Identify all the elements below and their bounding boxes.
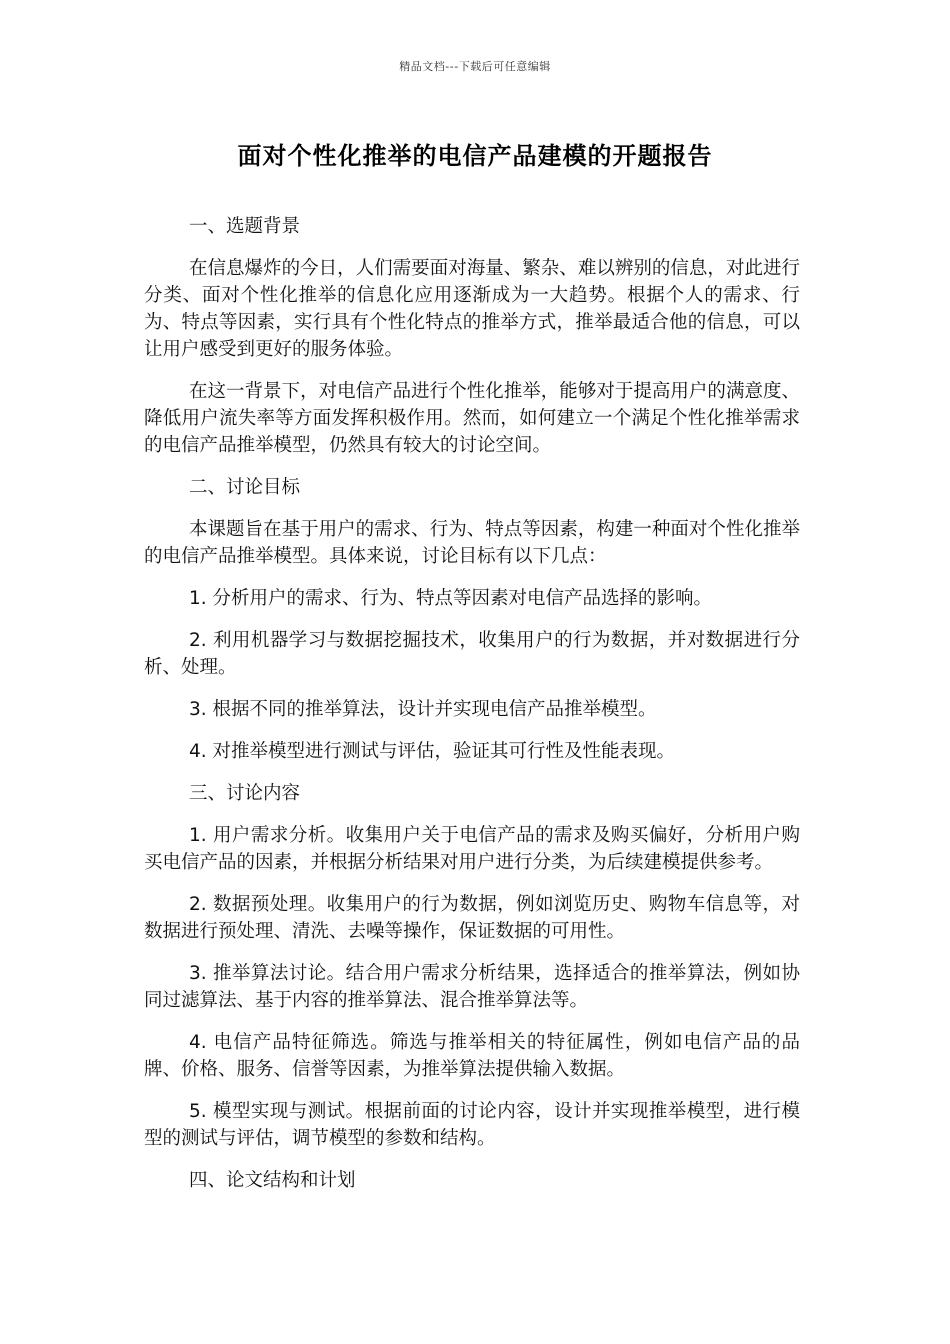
list-item: 4. 对推举模型进行测试与评估，验证其可行性及性能表现。 xyxy=(189,741,676,762)
section-heading-structure: 四、论文结构和计划 xyxy=(189,1170,356,1191)
list-item: 3. 根据不同的推举算法，设计并实现电信产品推举模型。 xyxy=(189,699,657,720)
list-item: 4. 电信产品特征筛选。筛选与推举相关的特征属性，例如电信产品的品牌、价格、服务、信誉等因素，为推举算法提供输入数据。 xyxy=(144,1032,800,1080)
paragraph: 在这一背景下，对电信产品进行个性化推举，能够对于提高用户的满意度、降低用户流失率等方面发挥积极作用。然而，如何建立一个满足个性化推举需求的电信产品推举模型，仍然具有较大的讨论空间。 xyxy=(144,381,800,456)
list-item: 1. 用户需求分析。收集用户关于电信产品的需求及购买偏好，分析用户购买电信产品的因素，并根据分析结果对用户进行分类，为后续建模提供参考。 xyxy=(144,825,800,873)
section-heading-background: 一、选题背景 xyxy=(189,216,301,237)
list-item: 5. 模型实现与测试。根据前面的讨论内容，设计并实现推举模型，进行模型的测试与评估，调节模型的参数和结构。 xyxy=(144,1101,800,1149)
paragraph: 本课题旨在基于用户的需求、行为、特点等因素，构建一种面对个性化推举的电信产品推举模型。具体来说，讨论目标有以下几点： xyxy=(144,519,800,567)
section-heading-content: 三、讨论内容 xyxy=(189,783,301,804)
document-body xyxy=(144,213,800,1209)
list-item: 3. 推举算法讨论。结合用户需求分析结果，选择适合的推举算法，例如协同过滤算法、基于内容的推举算法、混合推举算法等。 xyxy=(144,963,800,1011)
document-title: 面对个性化推举的电信产品建模的开题报告 xyxy=(237,142,713,170)
list-item: 2. 数据预处理。收集用户的行为数据，例如浏览历史、购物车信息等，对数据进行预处理、清洗、去噪等操作，保证数据的可用性。 xyxy=(144,894,800,942)
header-watermark: 精品文档---下载后可任意编辑 xyxy=(399,60,551,73)
paragraph: 在信息爆炸的今日，人们需要面对海量、繁杂、难以辨别的信息，对此进行分类、面对个性化推举的信息化应用逐渐成为一大趋势。根据个人的需求、行为、特点等因素，实行具有个性化特点的推举方式，推举最适合他的信息，可以让用户感受到更好的服务体验。 xyxy=(144,258,800,360)
list-item: 1. 分析用户的需求、行为、特点等因素对电信产品选择的影响。 xyxy=(189,588,713,609)
list-item: 2. 利用机器学习与数据挖掘技术，收集用户的行为数据，并对数据进行分析、处理。 xyxy=(144,630,800,678)
section-heading-goals: 二、讨论目标 xyxy=(189,477,301,498)
